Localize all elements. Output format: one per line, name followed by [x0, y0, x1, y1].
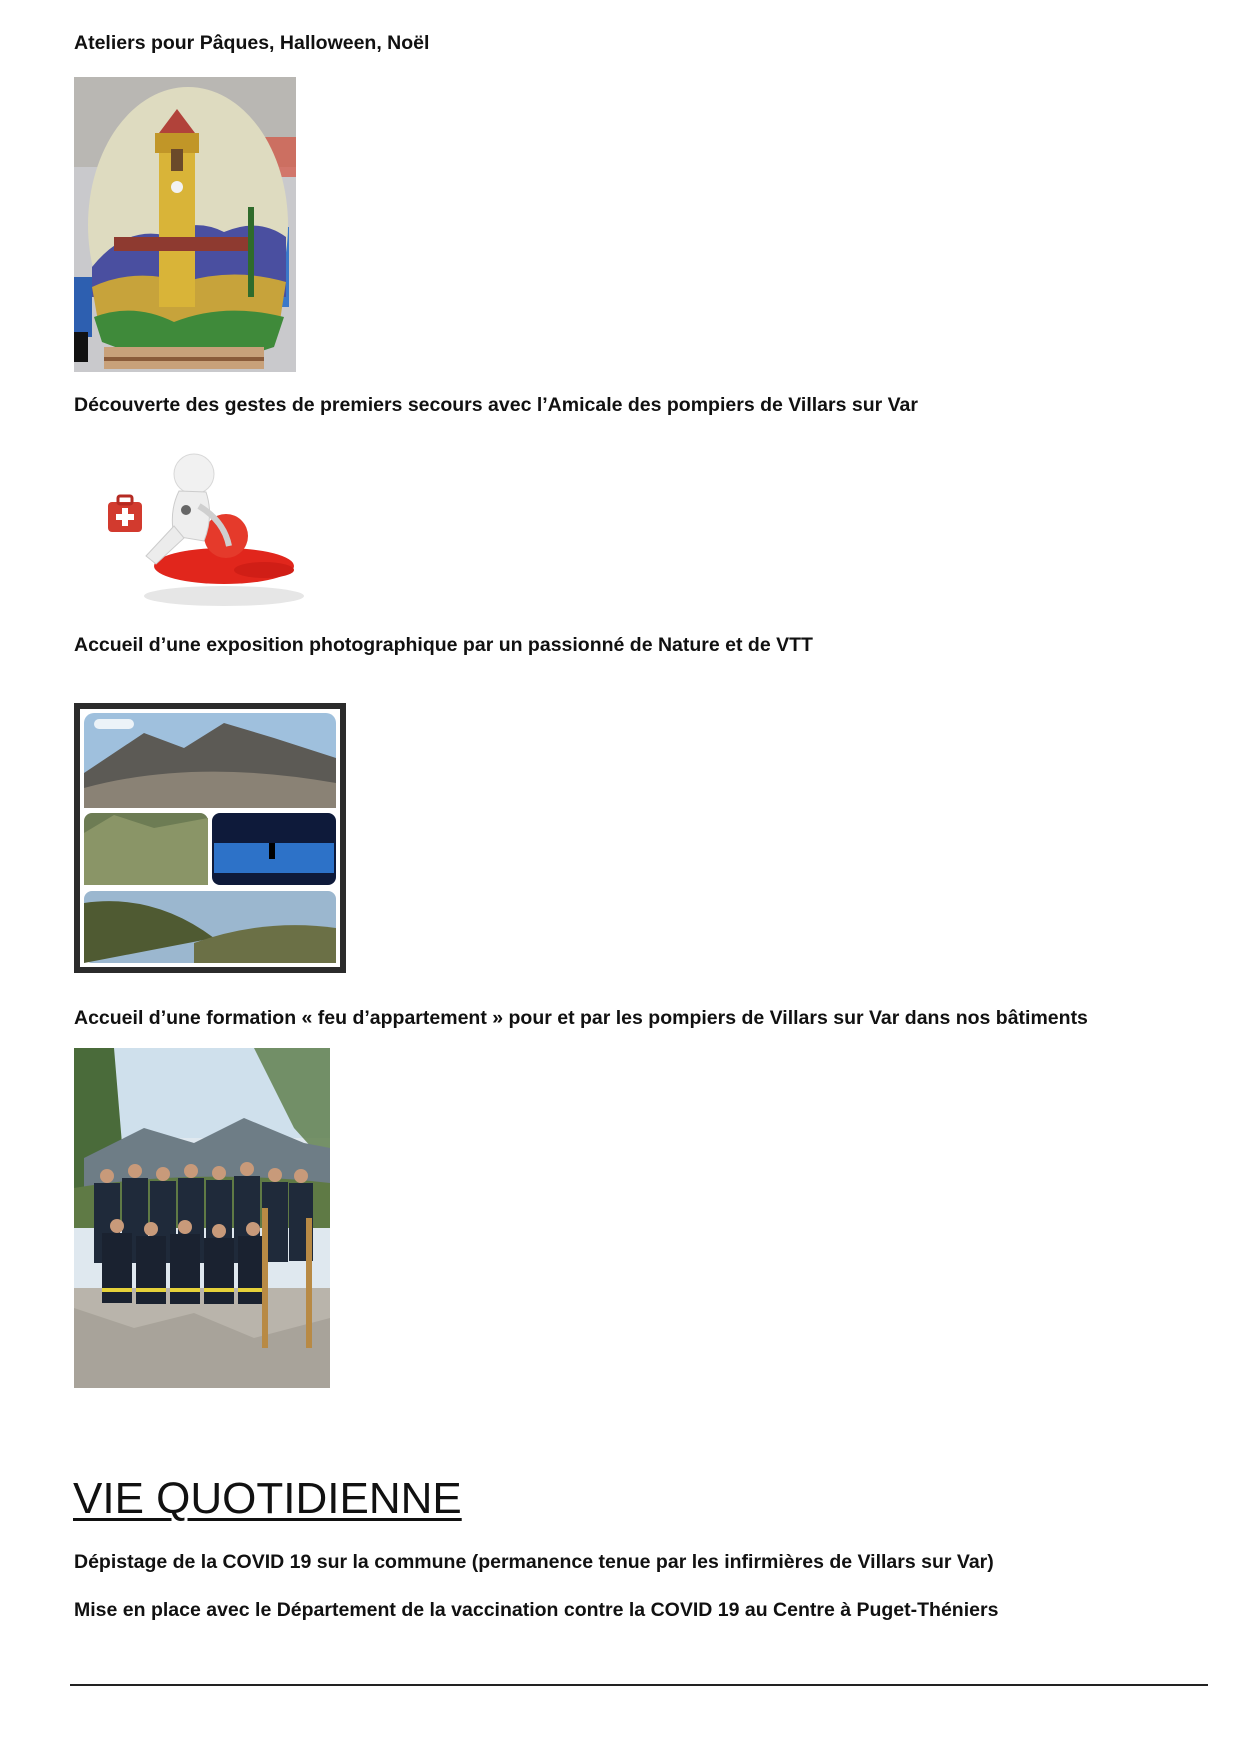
firefighters-group-photo	[74, 1048, 330, 1388]
section-item-covid-testing: Dépistage de la COVID 19 sur la commune (permanence tenue par les infirmières de Villars sur Var)	[74, 1551, 994, 1573]
first-aid-illustration	[74, 446, 308, 612]
caption-photo-exhibit: Accueil d’une exposition photographique par un passionné de Nature et de VTT	[74, 634, 813, 656]
caption-fire-training: Accueil d’une formation « feu d’appartement » pour et par les pompiers de Villars sur Var dans nos bâtiments	[74, 1007, 1088, 1029]
caption-workshops: Ateliers pour Pâques, Halloween, Noël	[74, 32, 430, 54]
caption-first-aid: Découverte des gestes de premiers secours avec l’Amicale des pompiers de Villars sur Var	[74, 394, 918, 416]
section-title: VIE QUOTIDIENNE	[73, 1474, 462, 1523]
section-item-covid-vaccination: Mise en place avec le Département de la vaccination contre la COVID 19 au Centre à Puget-Théniers	[74, 1599, 999, 1621]
painted-egg-photo	[74, 77, 296, 372]
footer-divider	[70, 1684, 1208, 1686]
landscape-collage	[74, 703, 346, 973]
